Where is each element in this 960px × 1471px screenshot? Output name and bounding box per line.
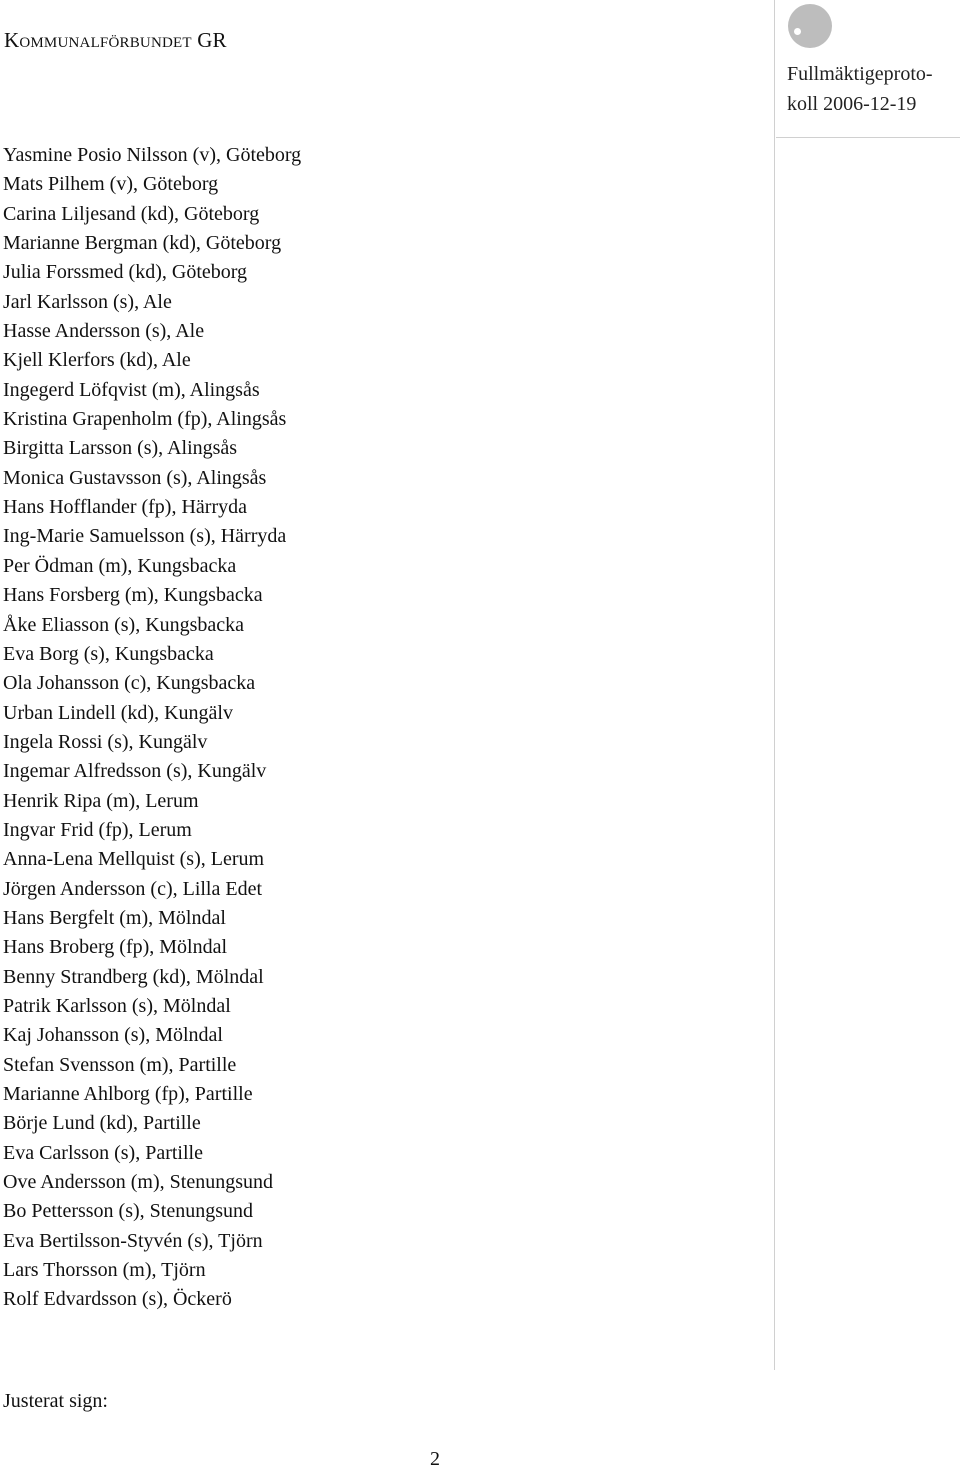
attendee-item: Åke Eliasson (s), Kungsbacka — [3, 613, 245, 636]
document-date: koll 2006-12-19 — [787, 93, 917, 115]
attendee-item: Henrik Ripa (m), Lerum — [3, 789, 199, 812]
attendee-item: Ove Andersson (m), Stenungsund — [3, 1171, 273, 1194]
attendee-item: Ingemar Alfredsson (s), Kungälv — [3, 760, 267, 783]
attendee-item: Mats Pilhem (v), Göteborg — [3, 173, 219, 196]
attendee-item: Jörgen Andersson (c), Lilla Edet — [3, 877, 263, 900]
document-meta — [787, 59, 957, 119]
gr-logo-icon — [788, 4, 832, 48]
attendee-item: Hans Forsberg (m), Kungsbacka — [3, 584, 263, 607]
attendee-item: Hans Hofflander (fp), Härryda — [3, 496, 247, 519]
attendee-item: Eva Borg (s), Kungsbacka — [3, 642, 214, 665]
attendee-list — [3, 141, 763, 1315]
attendee-item: Marianne Ahlborg (fp), Partille — [3, 1083, 253, 1105]
attendee-item: Monica Gustavsson (s), Alingsås — [3, 466, 267, 489]
document-type: Fullmäktigeproto- — [787, 63, 933, 85]
attendee-item: Rolf Edvardsson (s), Öckerö — [3, 1288, 232, 1311]
attendee-item: Yasmine Posio Nilsson (v), Göteborg — [3, 144, 302, 166]
attendee-item: Marianne Bergman (kd), Göteborg — [3, 232, 282, 255]
attendee-item: Julia Forssmed (kd), Göteborg — [3, 261, 248, 284]
organization-name: Kommunalförbundet GR — [4, 28, 227, 52]
attendee-item: Patrik Karlsson (s), Mölndal — [3, 994, 231, 1017]
attendee-item: Urban Lindell (kd), Kungälv — [3, 701, 233, 724]
attendee-item: Hans Broberg (fp), Mölndal — [3, 936, 228, 959]
attendee-item: Anna-Lena Mellquist (s), Lerum — [3, 848, 265, 871]
margin-divider-vertical — [774, 0, 775, 1370]
attendee-item: Ola Johansson (c), Kungsbacka — [3, 672, 256, 695]
attendee-item: Kjell Klerfors (kd), Ale — [3, 349, 191, 372]
attendee-item: Kristina Grapenholm (fp), Alingsås — [3, 408, 287, 431]
margin-divider-horizontal — [776, 137, 960, 138]
signature-label: Justerat sign: — [3, 1390, 108, 1412]
attendee-item: Jarl Karlsson (s), Ale — [3, 290, 172, 313]
attendee-item: Stefan Svensson (m), Partille — [3, 1053, 237, 1076]
attendee-item: Ing-Marie Samuelsson (s), Härryda — [3, 525, 287, 548]
attendee-item: Ingela Rossi (s), Kungälv — [3, 730, 208, 753]
attendee-item: Birgitta Larsson (s), Alingsås — [3, 437, 238, 460]
attendee-item: Eva Carlsson (s), Partille — [3, 1141, 203, 1164]
attendee-item: Ingegerd Löfqvist (m), Alingsås — [3, 378, 260, 401]
attendee-item: Kaj Johansson (s), Mölndal — [3, 1024, 223, 1047]
attendee-item: Eva Bertilsson-Styvén (s), Tjörn — [3, 1229, 263, 1252]
attendee-item: Ingvar Frid (fp), Lerum — [3, 818, 192, 841]
attendee-item: Per Ödman (m), Kungsbacka — [3, 554, 237, 577]
attendee-item: Bo Pettersson (s), Stenungsund — [3, 1200, 253, 1223]
attendee-item: Lars Thorsson (m), Tjörn — [3, 1259, 206, 1282]
attendee-item: Hasse Andersson (s), Ale — [3, 320, 205, 343]
attendee-item: Börje Lund (kd), Partille — [3, 1112, 201, 1135]
attendee-item: Carina Liljesand (kd), Göteborg — [3, 202, 260, 225]
attendee-item: Benny Strandberg (kd), Mölndal — [3, 965, 264, 988]
page-number: 2 — [430, 1448, 440, 1470]
attendee-item: Hans Bergfelt (m), Mölndal — [3, 906, 226, 929]
